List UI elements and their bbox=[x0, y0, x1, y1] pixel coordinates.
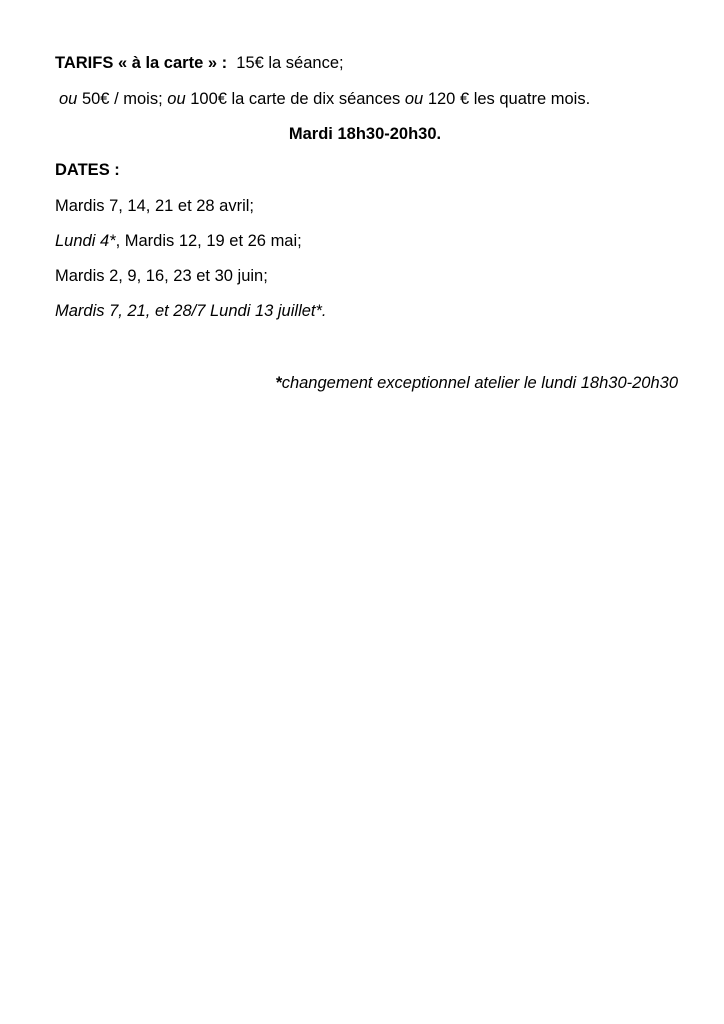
ou-word: ou bbox=[167, 90, 186, 108]
tarifs-line bbox=[55, 53, 344, 73]
schedule-time: Mardi 18h30-20h30. bbox=[288, 125, 442, 143]
ou-word: ou bbox=[404, 90, 424, 108]
card-price: 100€ la carte de dix séances bbox=[190, 90, 401, 108]
footnote-star: * bbox=[275, 374, 282, 392]
tarifs-label: TARIFS « à la carte » : bbox=[55, 54, 228, 72]
footnote bbox=[275, 373, 678, 393]
dates-heading: DATES : bbox=[55, 161, 120, 179]
dates-april: Mardis 7, 14, 21 et 28 avril; bbox=[55, 197, 255, 215]
ou-word: ou bbox=[59, 90, 78, 108]
dates-july: Mardis 7, 21, et 28/7 Lundi 13 juillet*. bbox=[55, 302, 327, 320]
dates-may bbox=[55, 231, 302, 251]
pricing-options-line bbox=[59, 89, 590, 109]
may-monday: Lundi 4* bbox=[55, 232, 116, 250]
four-months-price: 120 € les quatre mois. bbox=[427, 90, 591, 108]
dates-june: Mardis 2, 9, 16, 23 et 30 juin; bbox=[55, 267, 268, 285]
footnote-text: changement exceptionnel atelier le lundi 18h30-20h30 bbox=[281, 374, 678, 392]
month-price: 50€ / mois; bbox=[81, 90, 163, 108]
seance-price: 15€ la séance; bbox=[236, 54, 344, 72]
may-tuesdays: , Mardis 12, 19 et 26 mai; bbox=[115, 232, 302, 250]
